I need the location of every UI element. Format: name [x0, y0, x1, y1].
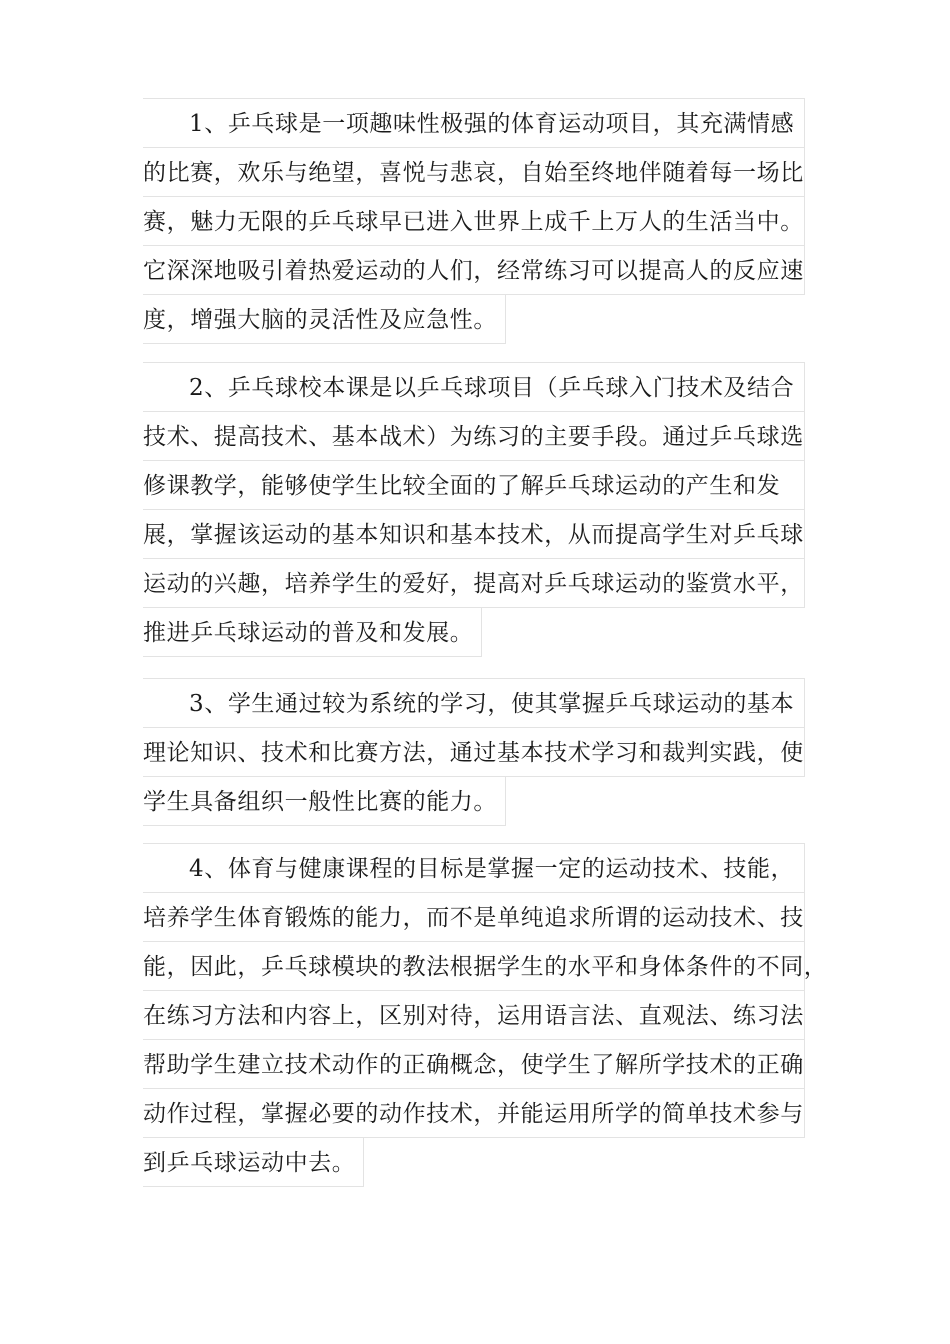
paragraph-line: 到乒乓球运动中去。 [143, 1137, 364, 1187]
paragraph-line: 展，掌握该运动的基本知识和基本技术，从而提高学生对乒乓球 [143, 509, 805, 559]
paragraph-line: 2、乒乓球校本课是以乒乓球项目（乒乓球入门技术及结合 [143, 362, 805, 412]
paragraph-line: 的比赛，欢乐与绝望，喜悦与悲哀，自始至终地伴随着每一场比 [143, 147, 805, 197]
paragraph-line: 度，增强大脑的灵活性及应急性。 [143, 294, 506, 344]
paragraph-line: 学生具备组织一般性比赛的能力。 [143, 776, 506, 826]
paragraph-line: 运动的兴趣，培养学生的爱好，提高对乒乓球运动的鉴赏水平， [143, 558, 805, 608]
paragraph-line: 能，因此，乒乓球模块的教法根据学生的水平和身体条件的不同， [143, 941, 805, 991]
paragraph-line: 帮助学生建立技术动作的正确概念，使学生了解所学技术的正确 [143, 1039, 805, 1089]
paragraph-line: 赛，魅力无限的乒乓球早已进入世界上成千上万人的生活当中。 [143, 196, 805, 246]
paragraph-line: 1、乒乓球是一项趣味性极强的体育运动项目，其充满情感 [143, 98, 805, 148]
paragraph-line: 它深深地吸引着热爱运动的人们，经常练习可以提高人的反应速 [143, 245, 805, 295]
paragraph-line: 修课教学，能够使学生比较全面的了解乒乓球运动的产生和发 [143, 460, 805, 510]
paragraph-line: 动作过程，掌握必要的动作技术，并能运用所学的简单技术参与 [143, 1088, 805, 1138]
paragraph-line: 理论知识、技术和比赛方法，通过基本技术学习和裁判实践，使 [143, 727, 805, 777]
paragraph-line: 3、学生通过较为系统的学习，使其掌握乒乓球运动的基本 [143, 678, 805, 728]
paragraph-2 [143, 362, 815, 656]
paragraph-line: 培养学生体育锻炼的能力，而不是单纯追求所谓的运动技术、技 [143, 892, 805, 942]
paragraph-1 [143, 98, 815, 343]
paragraph-4 [143, 843, 828, 1186]
paragraph-line: 技术、提高技术、基本战术）为练习的主要手段。通过乒乓球选 [143, 411, 805, 461]
paragraph-line: 在练习方法和内容上，区别对待，运用语言法、直观法、练习法 [143, 990, 805, 1040]
paragraph-line: 推进乒乓球运动的普及和发展。 [143, 607, 482, 657]
paragraph-line: 4、体育与健康课程的目标是掌握一定的运动技术、技能， [143, 843, 805, 893]
paragraph-3 [143, 678, 815, 825]
